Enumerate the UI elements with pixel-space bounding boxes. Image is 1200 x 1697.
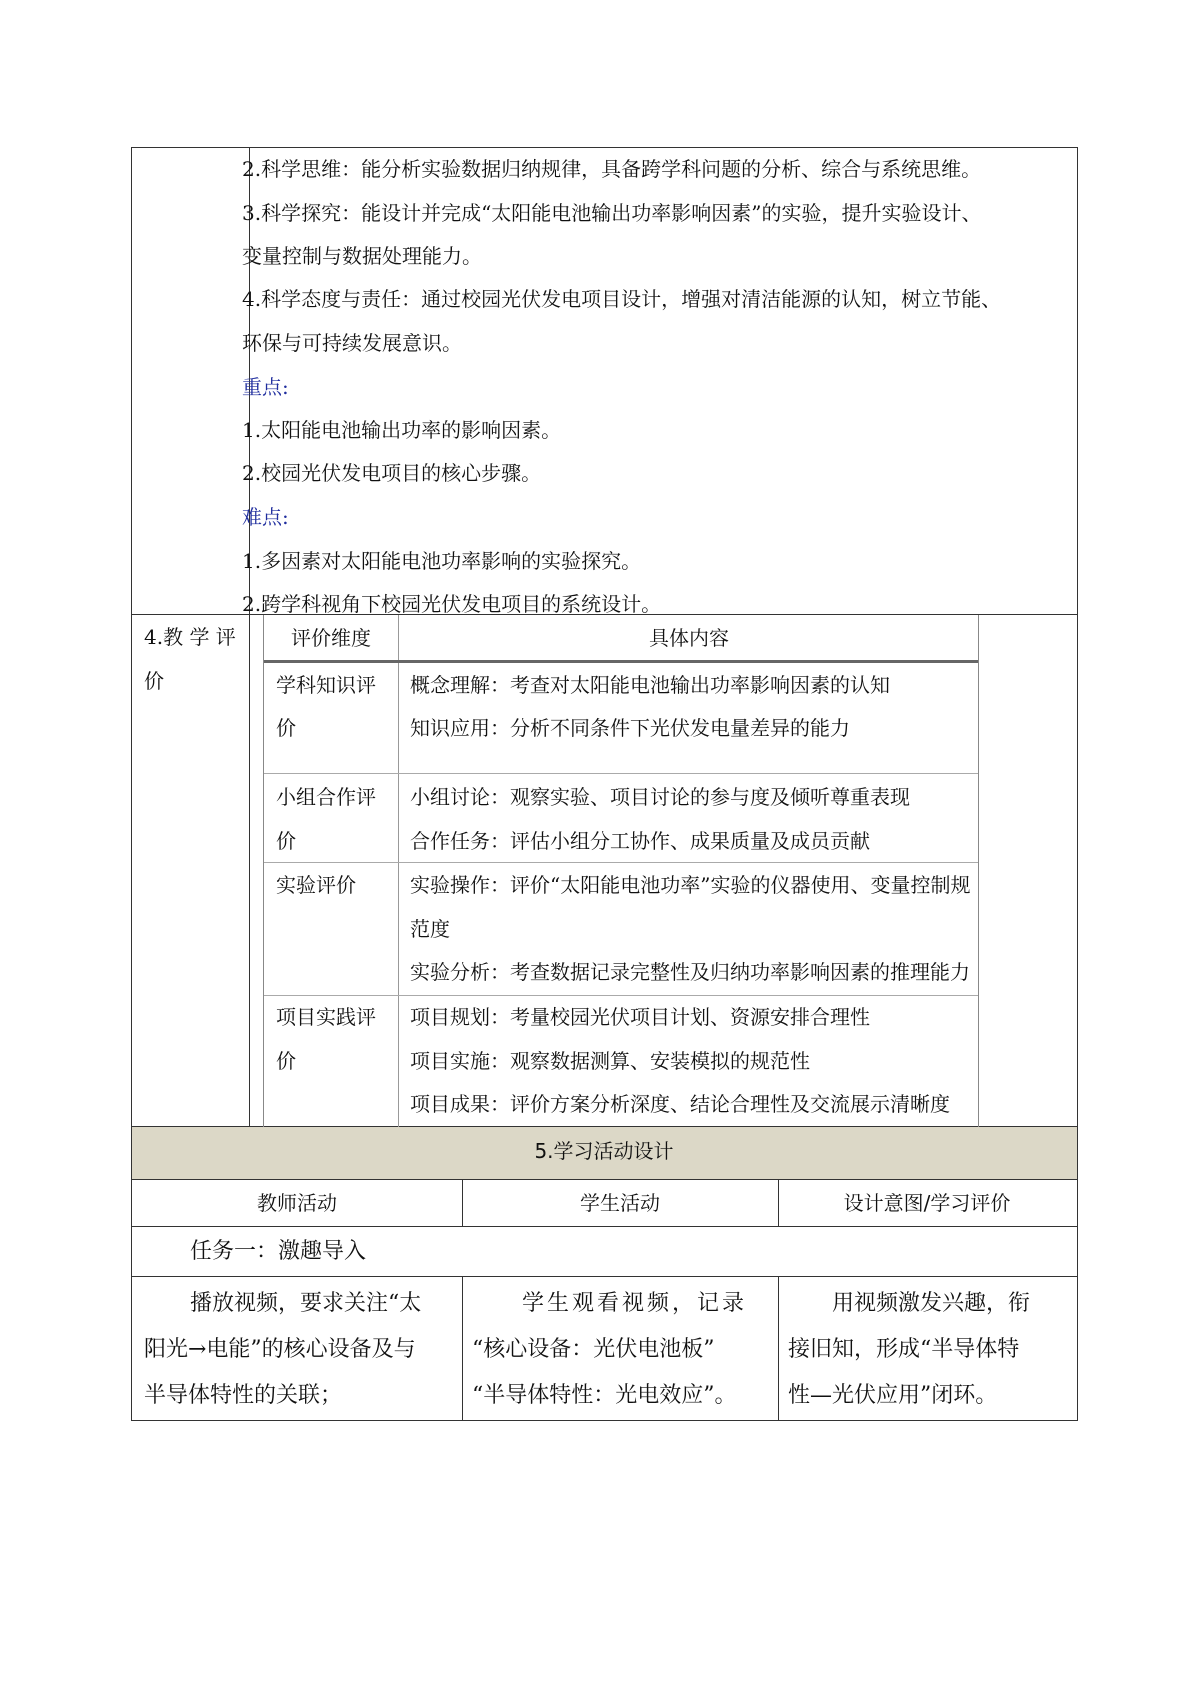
design-intent-line: 性—光伏应用”闭环。	[788, 1383, 998, 1408]
evaluation-label-cell	[132, 615, 250, 1126]
design-intent-line: 接旧知，形成“半导体特	[788, 1337, 1020, 1362]
student-activity-line: “半导体特性：光电效应”。	[472, 1383, 737, 1408]
content-line: 实验操作：评价“太阳能电池功率”实验的仪器使用、变量控制规	[410, 873, 971, 897]
dimension-label-cont: 价	[276, 716, 296, 740]
teacher-activity-line: 阳光→电能”的核心设备及与	[144, 1337, 416, 1362]
content-line: 项目实施：观察数据测算、安装模拟的规范性	[410, 1049, 810, 1073]
evaluation-row	[132, 615, 1077, 1127]
key-points-title: 重点:	[242, 375, 289, 399]
dimension-label: 学科知识评	[276, 673, 376, 697]
activity-header-row	[132, 1180, 1077, 1227]
dimension-label-cont: 价	[276, 829, 296, 853]
key-point-1: 1.太阳能电池输出功率的影响因素。	[242, 418, 562, 442]
difficult-point-1: 1.多因素对太阳能电池功率影响的实验探究。	[242, 549, 642, 573]
activity-section-band	[132, 1127, 1077, 1180]
objective-attitude: 4.科学态度与责任：通过校园光伏发电项目设计，增强对清洁能源的认知，树立节能、	[242, 287, 1002, 311]
column-divider	[462, 1277, 463, 1420]
column-teacher-activity: 教师活动	[257, 1191, 337, 1215]
evaluation-header	[264, 615, 978, 663]
design-intent-line: 用视频激发兴趣，衔	[832, 1291, 1031, 1316]
column-student-activity: 学生活动	[580, 1191, 660, 1215]
teacher-activity-line: 半导体特性的关联；	[144, 1383, 343, 1408]
evaluation-table	[263, 615, 979, 1127]
task-title-row	[132, 1227, 1077, 1277]
objective-attitude-cont: 环保与可持续发展意识。	[242, 331, 462, 355]
content-line: 项目规划：考量校园光伏项目计划、资源安排合理性	[410, 1005, 870, 1029]
activity-section-title: 5.学习活动设计	[534, 1139, 674, 1163]
column-divider	[778, 1277, 779, 1420]
task-content-row	[132, 1277, 1077, 1420]
evaluation-label-cont: 价	[144, 669, 164, 693]
header-dimension: 评价维度	[291, 626, 371, 650]
column-design-intent: 设计意图/学习评价	[843, 1191, 1011, 1215]
row-divider	[264, 995, 978, 996]
objective-thinking: 2.科学思维：能分析实验数据归纳规律，具备跨学科问题的分析、综合与系统思维。	[242, 157, 982, 181]
difficult-point-2: 2.跨学科视角下校园光伏发电项目的系统设计。	[242, 592, 662, 616]
content-line: 小组讨论：观察实验、项目讨论的参与度及倾听尊重表现	[410, 785, 910, 809]
dimension-label: 项目实践评	[276, 1005, 376, 1029]
row-divider	[264, 773, 978, 774]
objectives-row	[132, 148, 1077, 615]
evaluation-label: 4.教 学 评	[144, 625, 236, 649]
content-line: 知识应用：分析不同条件下光伏发电量差异的能力	[410, 716, 850, 740]
content-line: 范度	[410, 917, 450, 941]
content-line: 合作任务：评估小组分工协作、成果质量及成员贡献	[410, 829, 870, 853]
objective-inquiry: 3.科学探究：能设计并完成“太阳能电池输出功率影响因素”的实验，提升实验设计、	[242, 201, 982, 225]
header-content: 具体内容	[649, 626, 729, 650]
task-title: 任务一：激趣导入	[190, 1239, 367, 1264]
difficult-points-title: 难点:	[242, 505, 289, 529]
dimension-label: 实验评价	[276, 873, 356, 897]
objective-inquiry-cont: 变量控制与数据处理能力。	[242, 244, 482, 268]
lesson-plan-table	[131, 147, 1078, 1421]
evaluation-column-divider	[398, 615, 399, 1127]
key-point-2: 2.校园光伏发电项目的核心步骤。	[242, 461, 542, 485]
dimension-label-cont: 价	[276, 1049, 296, 1073]
row-divider	[264, 862, 978, 863]
dimension-label: 小组合作评	[276, 785, 376, 809]
content-line: 实验分析：考查数据记录完整性及归纳功率影响因素的推理能力	[410, 960, 970, 984]
content-line: 项目成果：评价方案分析深度、结论合理性及交流展示清晰度	[410, 1092, 950, 1116]
student-activity-line: 学生观看视频，记录	[522, 1291, 748, 1316]
teacher-activity-line: 播放视频，要求关注“太	[190, 1291, 422, 1316]
student-activity-line: “核心设备：光伏电池板”	[472, 1337, 715, 1362]
content-line: 概念理解：考查对太阳能电池输出功率影响因素的认知	[410, 673, 890, 697]
objectives-label-cell	[132, 148, 250, 614]
